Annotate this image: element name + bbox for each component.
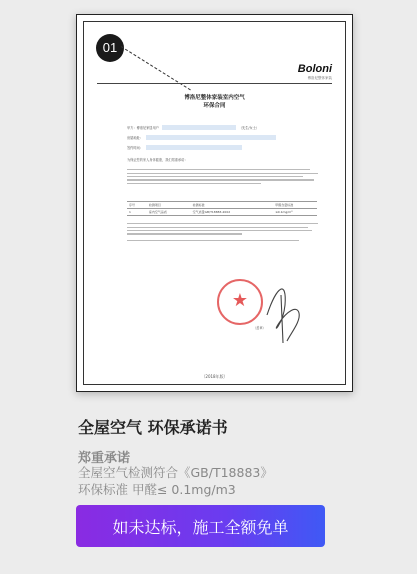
field-highlight — [146, 135, 276, 140]
certificate-title — [77, 94, 352, 110]
field-date — [127, 145, 242, 150]
table-cell: 室内空气品质 — [147, 209, 191, 216]
guarantee-button[interactable]: 如未达标，施工全额免单 — [76, 505, 325, 547]
certificate-image — [76, 14, 353, 392]
table-cell: 1 — [127, 209, 147, 216]
certificate-title-line2: 环保合同 — [203, 103, 226, 109]
table-cell: 空气质量GB/T18883-2002 — [191, 209, 274, 216]
header-rule — [97, 83, 332, 84]
field-label: 签约时间： — [127, 146, 143, 150]
table-header-cell: 甲醛含量标准 — [273, 202, 317, 209]
field-suffix: （先生/女士） — [238, 126, 260, 130]
brand-subtitle: 博洛尼整体家装 — [307, 76, 332, 80]
certificate-intro: 为保证您的家人身体健康，我们郑重承诺： — [127, 158, 188, 162]
field-highlight — [146, 145, 242, 150]
description-line-1: 全屋空气检测符合《GB/T18883》 — [78, 465, 273, 480]
table-cell: ≤0.1mg/m³ — [273, 209, 317, 216]
seal-note: （盖章） — [253, 326, 266, 330]
certificate-terms-text — [127, 221, 318, 243]
certificate-body-text — [127, 167, 318, 186]
certificate-brand — [298, 63, 332, 81]
table-row — [127, 209, 317, 216]
signature-image — [257, 275, 307, 345]
field-highlight — [162, 125, 236, 130]
field-label: 房屋地址： — [127, 136, 143, 140]
brand-logo-text: Boloni — [297, 63, 332, 75]
promise-title: 郑重承诺 — [78, 451, 131, 466]
field-customer — [127, 125, 259, 130]
table-header-cell: 检测标准 — [191, 202, 274, 209]
field-address — [127, 135, 276, 140]
field-label: 甲方：博洛尼家居用户 — [127, 126, 159, 130]
table-header-cell: 序号 — [127, 202, 147, 209]
certificate-number-badge: 01 — [96, 34, 124, 62]
description-line-2: 环保标准 甲醛≤ 0.1mg/m3 — [78, 482, 236, 497]
standards-table — [127, 201, 317, 216]
table-header-row — [127, 202, 317, 209]
certificate-version: （2018年版） — [201, 374, 228, 379]
certificate-title-line1: 博洛尼整体家装室内空气 — [184, 95, 245, 101]
section-heading: 全屋空气 环保承诺书 — [78, 418, 228, 437]
seal-star-icon: ★ — [231, 290, 249, 311]
table-header-cell: 检测项目 — [147, 202, 191, 209]
